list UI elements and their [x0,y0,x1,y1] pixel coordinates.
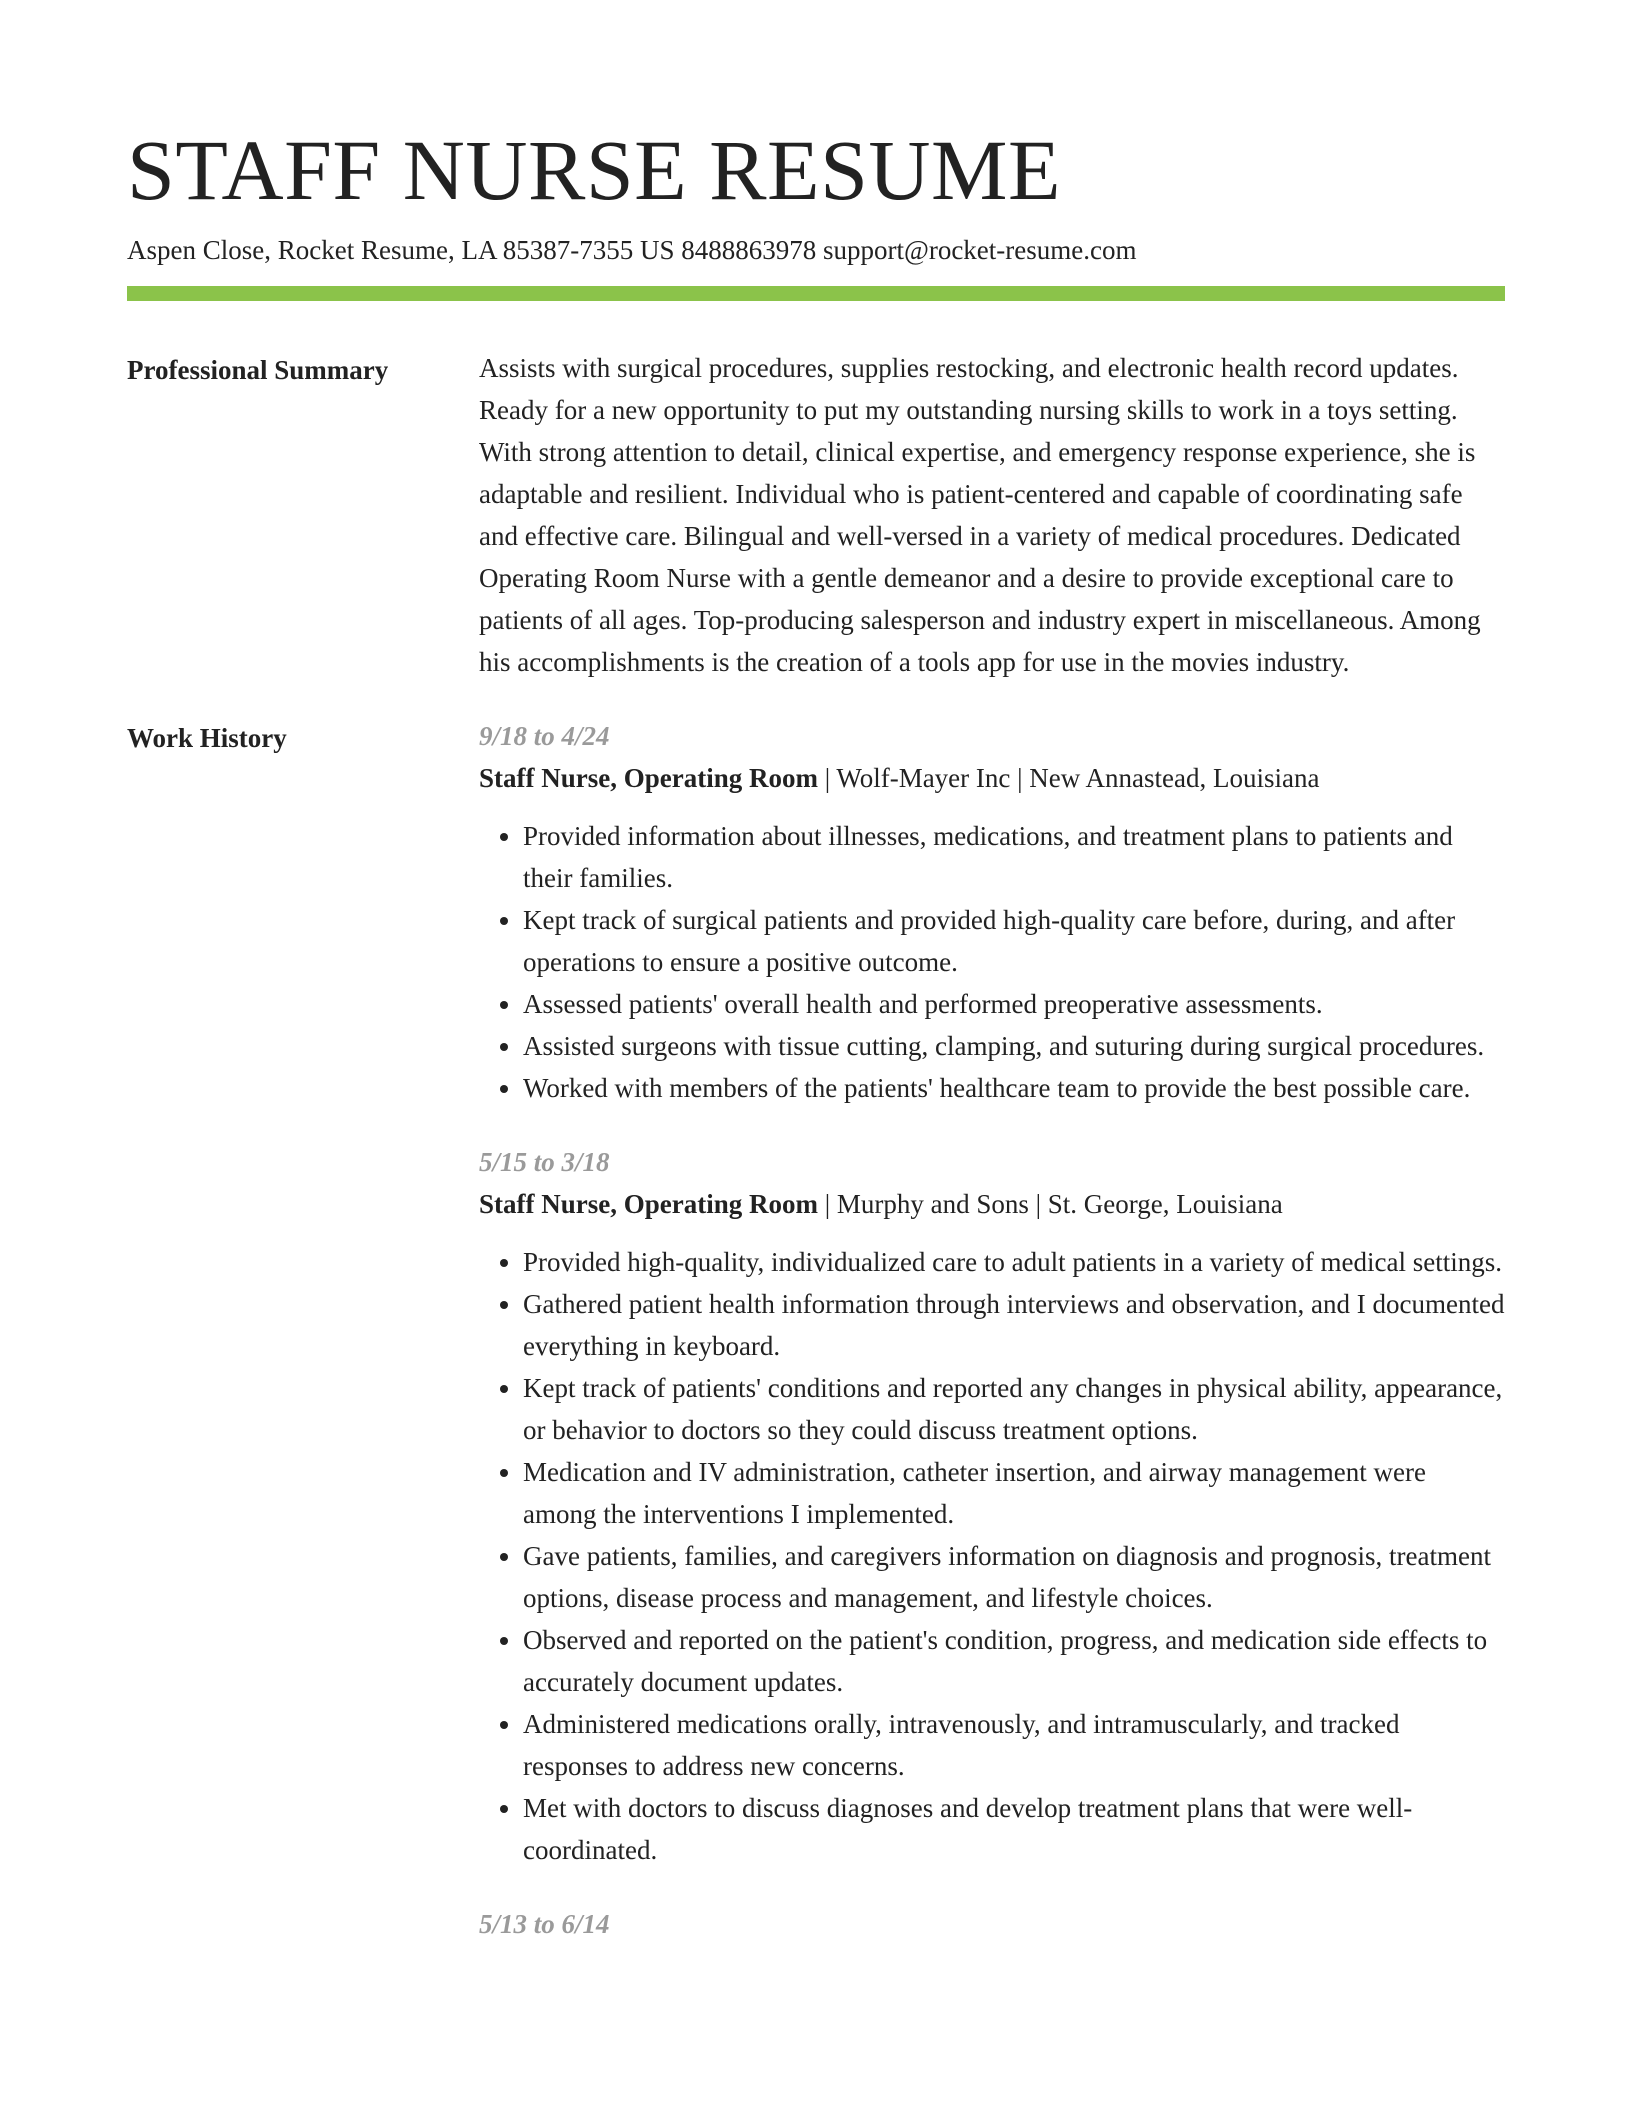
list-item: • Administered medications orally, intravenously, and intramuscularly, and tracked responses to address new concerns. [523,1703,1505,1787]
work-history-label: Work History [127,723,287,753]
list-item: • Worked with members of the patients' healthcare team to provide the best possible care. [523,1067,1505,1109]
job-details: | Wolf-Mayer Inc | New Annastead, Louisiana [817,763,1320,793]
summary-label: Professional Summary [127,355,389,385]
job-bullets [479,1241,1505,1871]
job-dates: 5/15 to 3/18 [479,1147,610,1177]
summary-section [127,349,1505,683]
list-item: • Kept track of patients' conditions and reported any changes in physical ability, appearance, or behavior to doctors so they could discuss treatment options. [523,1367,1505,1451]
job-title-line [479,1183,1505,1225]
summary-text: Assists with surgical procedures, supplies restocking, and electronic health record updates. Ready for a new opportunity to put my outstanding nursing skills to work in a toys setting. With strong attention to detail, clinical expertise, and emergency response experience, she is adaptable and resilient. Individual who is patient-centered and capable of coordinating safe and effective care. Bilingual and well-versed in a variety of medical procedures. Dedicated Operating Room Nurse with a gentle demeanor and a desire to provide exceptional care to patients of all ages. Top-producing salesperson and industry expert in miscellaneous. Among his accomplishments is the creation of a tools app for use in the movies industry. [479,353,1481,677]
list-item: • Met with doctors to discuss diagnoses and develop treatment plans that were well-coordinated. [523,1787,1505,1871]
job-dates: 9/18 to 4/24 [479,721,610,751]
header-divider [127,286,1505,301]
list-item: • Assessed patients' overall health and performed preoperative assessments. [523,983,1505,1025]
contact-line: Aspen Close, Rocket Resume, LA 85387-7355 US 8488863978 support@rocket-resume.com [127,235,1137,265]
list-item: • Gathered patient health information through interviews and observation, and I documented everything in keyboard. [523,1283,1505,1367]
work-history-section [127,717,1505,1979]
job-title: Staff Nurse, Operating Room [479,1189,818,1219]
list-item: • Provided high-quality, individualized care to adult patients in a variety of medical settings. [523,1241,1505,1283]
job-title-line [479,757,1505,799]
job-entry [479,715,1505,1109]
resume-page [127,118,1505,1979]
job-entry [479,1141,1505,1871]
list-item: • Gave patients, families, and caregivers information on diagnosis and prognosis, treatment options, disease process and management, and lifestyle choices. [523,1535,1505,1619]
page-title: STAFF NURSE RESUME [127,122,1062,218]
job-bullets [479,815,1505,1109]
job-title: Staff Nurse, Operating Room [479,763,818,793]
list-item: • Assisted surgeons with tissue cutting, clamping, and suturing during surgical procedures. [523,1025,1505,1067]
job-details: | Murphy and Sons | St. George, Louisiana [817,1189,1283,1219]
list-item: • Medication and IV administration, catheter insertion, and airway management were among the interventions I implemented. [523,1451,1505,1535]
job-entry [479,1903,1505,1945]
list-item: • Kept track of surgical patients and provided high-quality care before, during, and after operations to ensure a positive outcome. [523,899,1505,983]
job-dates: 5/13 to 6/14 [479,1909,610,1939]
list-item: • Provided information about illnesses, medications, and treatment plans to patients and their families. [523,815,1505,899]
list-item: • Observed and reported on the patient's condition, progress, and medication side effects to accurately document updates. [523,1619,1505,1703]
